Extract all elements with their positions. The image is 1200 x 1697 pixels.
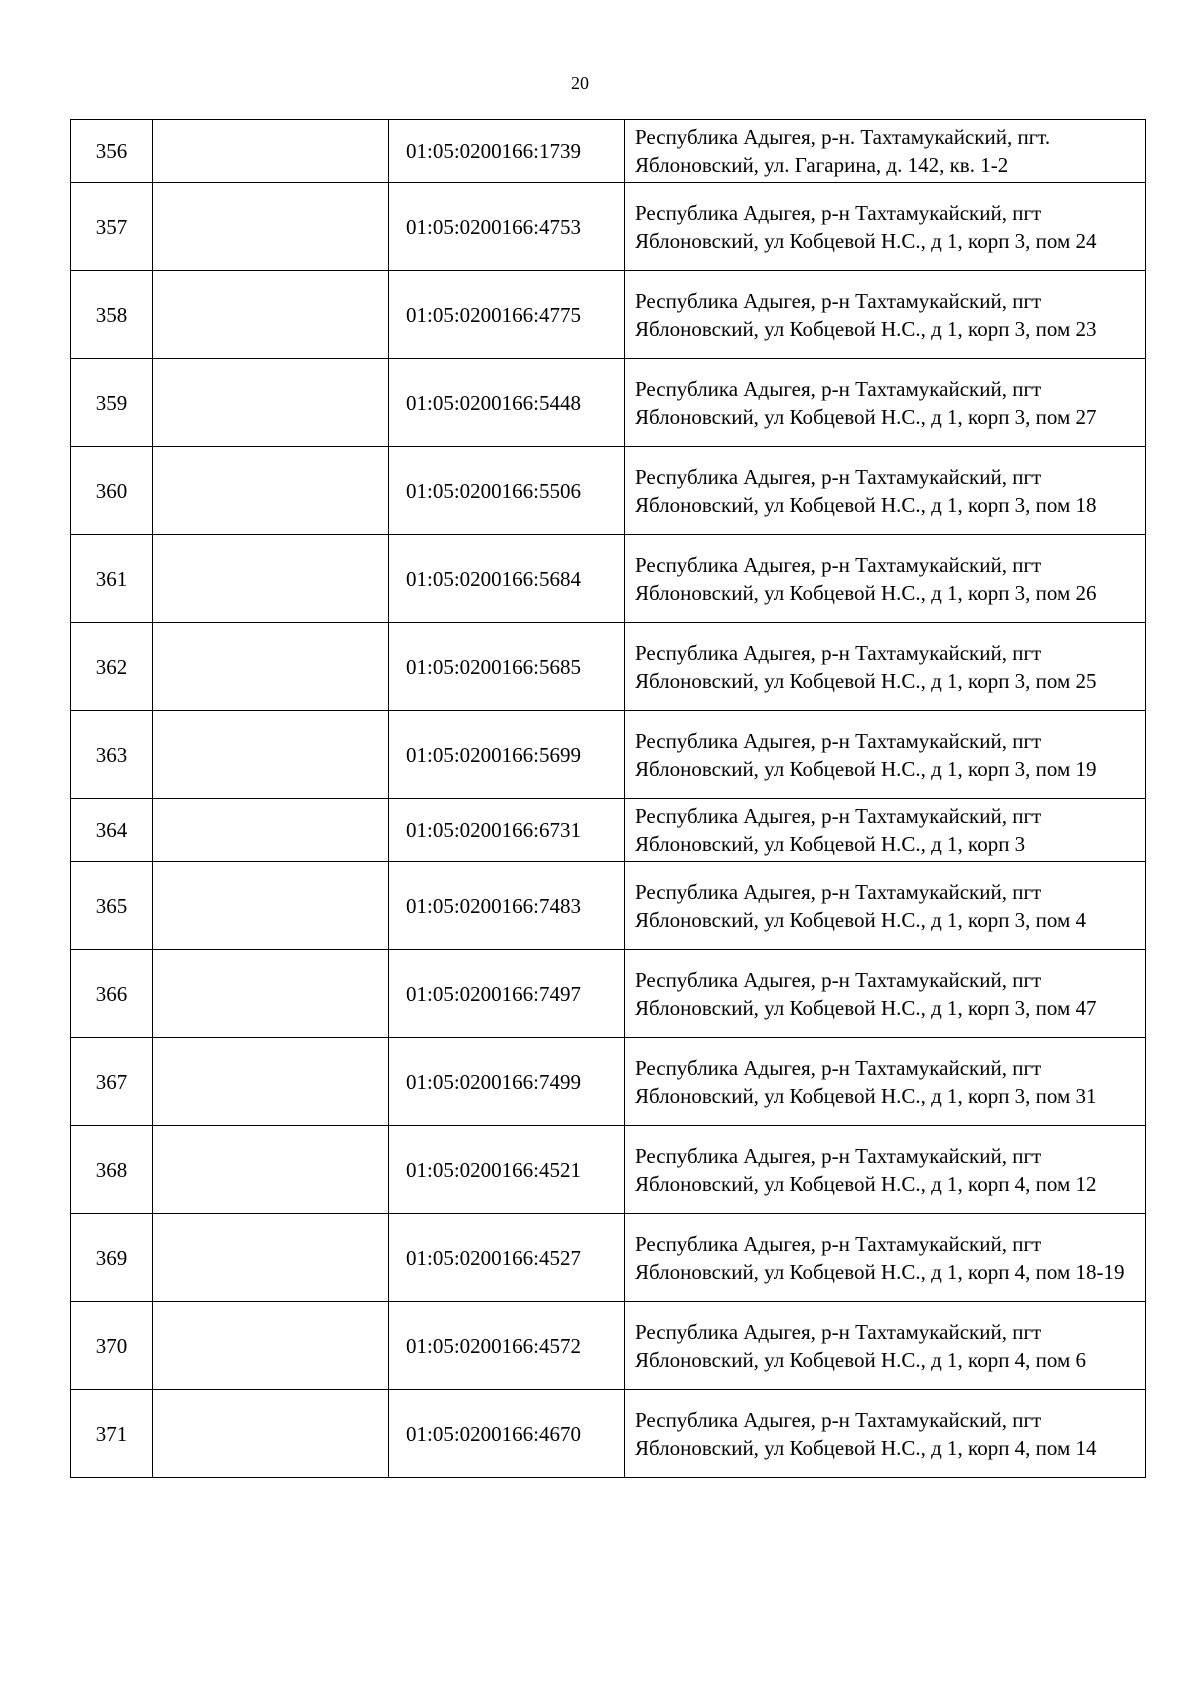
- table-row: [71, 1214, 1146, 1302]
- cadastral-number-cell: 01:05:0200166:7483: [389, 862, 625, 950]
- table-row: [71, 183, 1146, 271]
- row-number-cell: 362: [71, 623, 153, 711]
- row-number-cell: 367: [71, 1038, 153, 1126]
- property-registry-table: [70, 119, 1146, 1478]
- table-row: [71, 711, 1146, 799]
- cadastral-number-cell: 01:05:0200166:4670: [389, 1390, 625, 1478]
- cadastral-number-cell: 01:05:0200166:4527: [389, 1214, 625, 1302]
- owner-cell: [153, 535, 389, 623]
- table-row: [71, 447, 1146, 535]
- table-body: [71, 120, 1146, 1478]
- cadastral-number-cell: 01:05:0200166:4753: [389, 183, 625, 271]
- table-row: [71, 623, 1146, 711]
- row-number-cell: 357: [71, 183, 153, 271]
- address-cell: Республика Адыгея, р-н Тахтамукайский, пгт Яблоновский, ул Кобцевой Н.С., д 1, корп 3, пом 4: [625, 862, 1146, 950]
- table-row: [71, 799, 1146, 862]
- row-number-cell: 365: [71, 862, 153, 950]
- row-number-cell: 361: [71, 535, 153, 623]
- cadastral-number-cell: 01:05:0200166:7499: [389, 1038, 625, 1126]
- owner-cell: [153, 711, 389, 799]
- address-cell: Республика Адыгея, р-н Тахтамукайский, пгт Яблоновский, ул Кобцевой Н.С., д 1, корп 4, пом 6: [625, 1302, 1146, 1390]
- owner-cell: [153, 1038, 389, 1126]
- row-number-cell: 371: [71, 1390, 153, 1478]
- cadastral-number-cell: 01:05:0200166:1739: [389, 120, 625, 183]
- row-number-cell: 356: [71, 120, 153, 183]
- owner-cell: [153, 359, 389, 447]
- table-row: [71, 1038, 1146, 1126]
- owner-cell: [153, 623, 389, 711]
- address-cell: Республика Адыгея, р-н Тахтамукайский, пгт Яблоновский, ул Кобцевой Н.С., д 1, корп 3, пом 27: [625, 359, 1146, 447]
- address-cell: Республика Адыгея, р-н Тахтамукайский, пгт Яблоновский, ул Кобцевой Н.С., д 1, корп 3, пом 19: [625, 711, 1146, 799]
- cadastral-number-cell: 01:05:0200166:4572: [389, 1302, 625, 1390]
- owner-cell: [153, 799, 389, 862]
- cadastral-number-cell: 01:05:0200166:4521: [389, 1126, 625, 1214]
- row-number-cell: 370: [71, 1302, 153, 1390]
- address-cell: Республика Адыгея, р-н Тахтамукайский, пгт Яблоновский, ул Кобцевой Н.С., д 1, корп 4, пом 14: [625, 1390, 1146, 1478]
- table-row: [71, 120, 1146, 183]
- cadastral-number-cell: 01:05:0200166:5448: [389, 359, 625, 447]
- table-row: [71, 359, 1146, 447]
- table-row: [71, 271, 1146, 359]
- address-cell: Республика Адыгея, р-н Тахтамукайский, пгт Яблоновский, ул Кобцевой Н.С., д 1, корп 4, пом 12: [625, 1126, 1146, 1214]
- address-cell: Республика Адыгея, р-н Тахтамукайский, пгт Яблоновский, ул Кобцевой Н.С., д 1, корп 3, пом 24: [625, 183, 1146, 271]
- table-row: [71, 1390, 1146, 1478]
- address-cell: Республика Адыгея, р-н Тахтамукайский, пгт Яблоновский, ул Кобцевой Н.С., д 1, корп 3, пом 23: [625, 271, 1146, 359]
- owner-cell: [153, 862, 389, 950]
- row-number-cell: 366: [71, 950, 153, 1038]
- page-number: 20: [571, 73, 589, 93]
- cadastral-number-cell: 01:05:0200166:6731: [389, 799, 625, 862]
- row-number-cell: 358: [71, 271, 153, 359]
- address-cell: Республика Адыгея, р-н Тахтамукайский, пгт Яблоновский, ул Кобцевой Н.С., д 1, корп 3, пом 25: [625, 623, 1146, 711]
- row-number-cell: 363: [71, 711, 153, 799]
- cadastral-number-cell: 01:05:0200166:5685: [389, 623, 625, 711]
- row-number-cell: 359: [71, 359, 153, 447]
- address-cell: Республика Адыгея, р-н Тахтамукайский, пгт Яблоновский, ул Кобцевой Н.С., д 1, корп 3, пом 31: [625, 1038, 1146, 1126]
- owner-cell: [153, 447, 389, 535]
- owner-cell: [153, 1214, 389, 1302]
- owner-cell: [153, 1126, 389, 1214]
- table-row: [71, 862, 1146, 950]
- table-row: [71, 1126, 1146, 1214]
- address-cell: Республика Адыгея, р-н. Тахтамукайский, пгт. Яблоновский, ул. Гагарина, д. 142, кв. 1-2: [625, 120, 1146, 183]
- owner-cell: [153, 271, 389, 359]
- cadastral-number-cell: 01:05:0200166:5684: [389, 535, 625, 623]
- address-cell: Республика Адыгея, р-н Тахтамукайский, пгт Яблоновский, ул Кобцевой Н.С., д 1, корп 3, пом 47: [625, 950, 1146, 1038]
- owner-cell: [153, 950, 389, 1038]
- table-row: [71, 950, 1146, 1038]
- address-cell: Республика Адыгея, р-н Тахтамукайский, пгт Яблоновский, ул Кобцевой Н.С., д 1, корп 3, пом 18: [625, 447, 1146, 535]
- owner-cell: [153, 183, 389, 271]
- row-number-cell: 368: [71, 1126, 153, 1214]
- cadastral-number-cell: 01:05:0200166:7497: [389, 950, 625, 1038]
- row-number-cell: 364: [71, 799, 153, 862]
- owner-cell: [153, 1390, 389, 1478]
- address-cell: Республика Адыгея, р-н Тахтамукайский, пгт Яблоновский, ул Кобцевой Н.С., д 1, корп 3: [625, 799, 1146, 862]
- address-cell: Республика Адыгея, р-н Тахтамукайский, пгт Яблоновский, ул Кобцевой Н.С., д 1, корп 3, пом 26: [625, 535, 1146, 623]
- row-number-cell: 369: [71, 1214, 153, 1302]
- table-row: [71, 535, 1146, 623]
- table-row: [71, 1302, 1146, 1390]
- cadastral-number-cell: 01:05:0200166:4775: [389, 271, 625, 359]
- row-number-cell: 360: [71, 447, 153, 535]
- cadastral-number-cell: 01:05:0200166:5506: [389, 447, 625, 535]
- address-cell: Республика Адыгея, р-н Тахтамукайский, пгт Яблоновский, ул Кобцевой Н.С., д 1, корп 4, пом 18-19: [625, 1214, 1146, 1302]
- cadastral-number-cell: 01:05:0200166:5699: [389, 711, 625, 799]
- owner-cell: [153, 1302, 389, 1390]
- owner-cell: [153, 120, 389, 183]
